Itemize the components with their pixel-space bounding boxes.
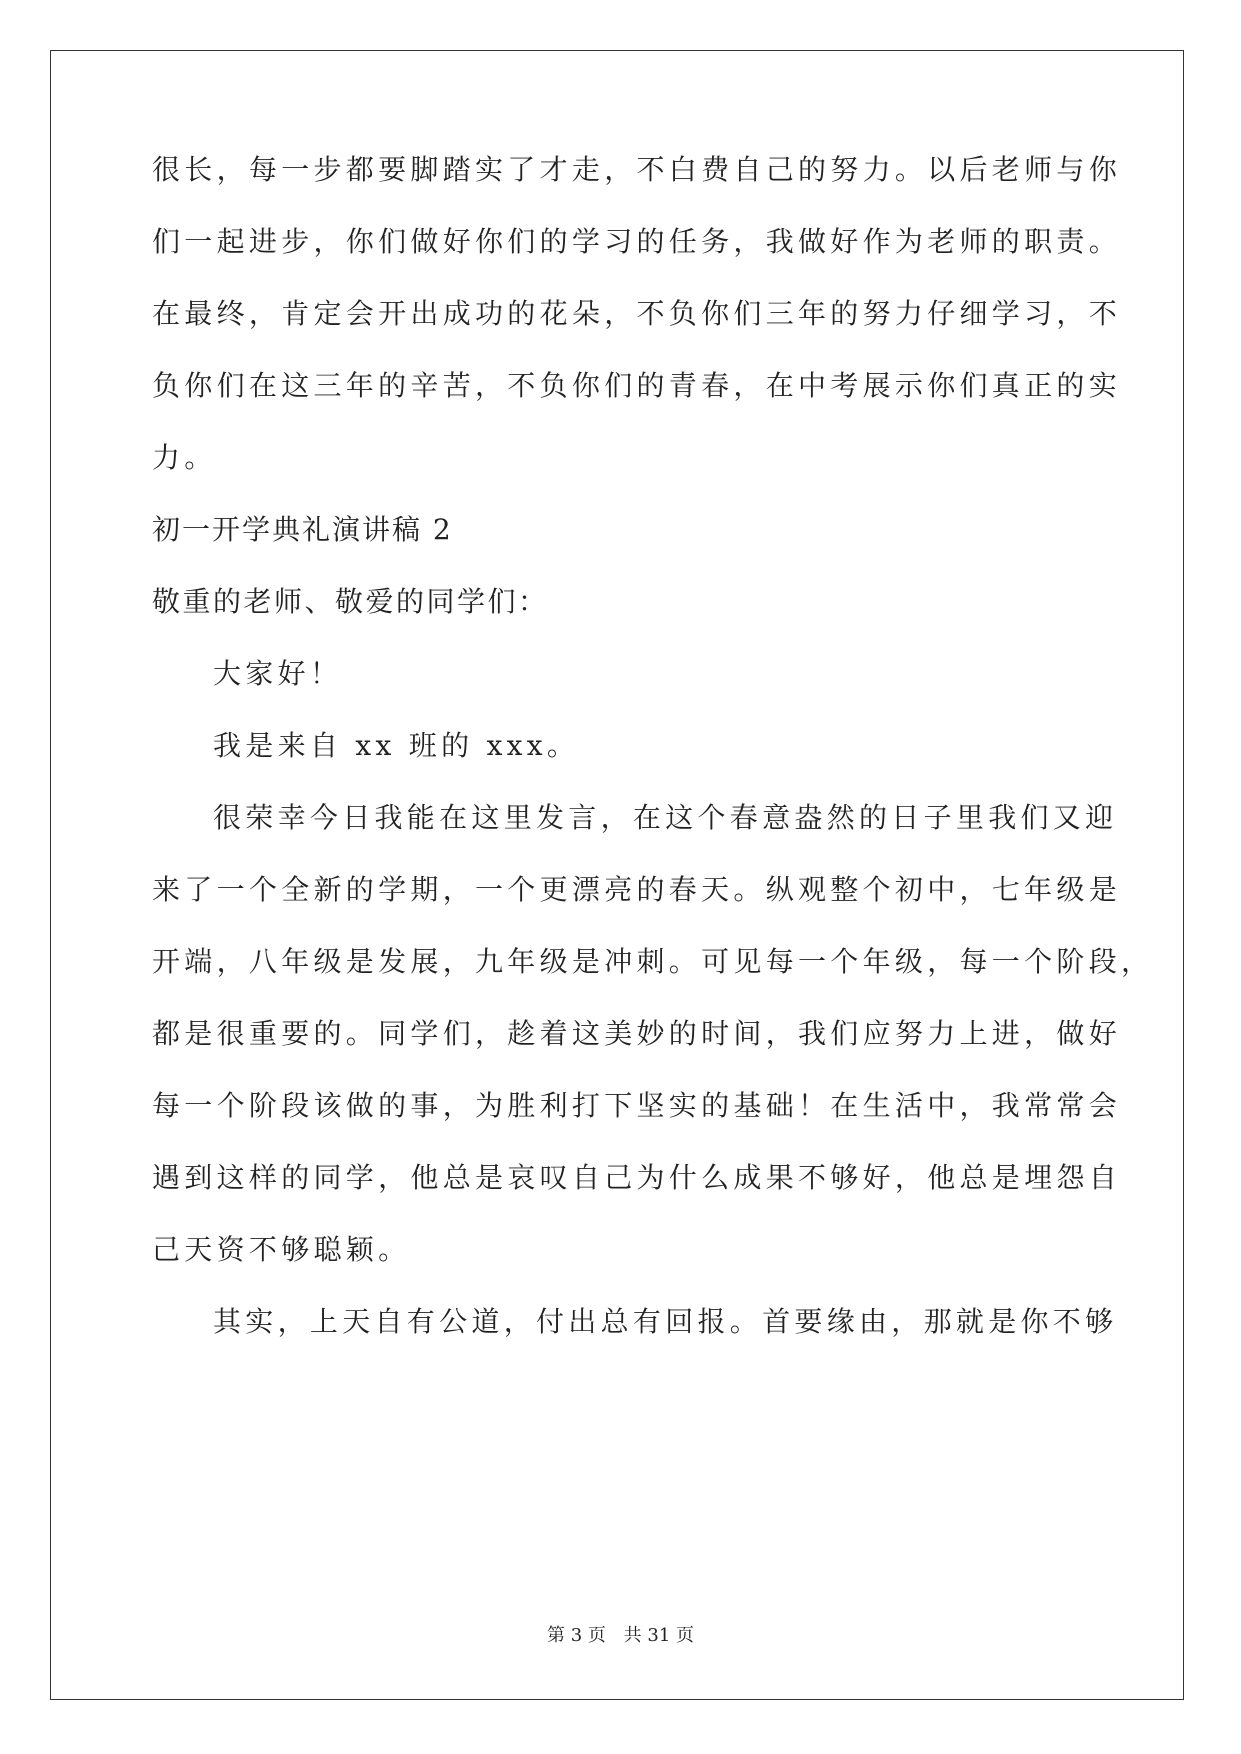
page-footer <box>0 1624 1241 1648</box>
salutation-line: 敬重的老师、敬爱的同学们： <box>152 585 549 618</box>
text-line: 负你们在这三年的辛苦，不负你们的青春，在中考展示你们真正的实 <box>152 369 1122 402</box>
intro-line: 我是来自 xx 班的 xxx。 <box>213 729 580 762</box>
text-line: 力。 <box>152 441 217 474</box>
text-line: 遇到这样的同学，他总是哀叹自己为什么成果不够好，他总是埋怨自 <box>152 1161 1122 1194</box>
text-line: 很长，每一步都要脚踏实了才走，不白费自己的努力。以后老师与你 <box>152 153 1122 186</box>
page-number: 第 3 页 <box>547 1625 606 1646</box>
section-heading: 初一开学典礼演讲稿 2 <box>152 513 453 546</box>
text-line: 每一个阶段该做的事，为胜利打下坚实的基础！在生活中，我常常会 <box>152 1089 1122 1122</box>
greeting-line: 大家好！ <box>213 657 343 690</box>
text-line: 们一起进步，你们做好你们的学习的任务，我做好作为老师的职责。 <box>152 225 1122 258</box>
text-line: 很荣幸今日我能在这里发言，在这个春意盎然的日子里我们又迎 <box>213 801 1118 834</box>
page-total: 共 31 页 <box>623 1625 694 1646</box>
text-line: 来了一个全新的学期，一个更漂亮的春天。纵观整个初中，七年级是 <box>152 873 1122 906</box>
text-line: 开端，八年级是发展，九年级是冲刺。可见每一个年级，每一个阶段， <box>152 945 1154 978</box>
text-line: 在最终，肯定会开出成功的花朵，不负你们三年的努力仔细学习，不 <box>152 297 1122 330</box>
text-line: 都是很重要的。同学们，趁着这美妙的时间，我们应努力上进，做好 <box>152 1017 1122 1050</box>
text-line: 己天资不够聪颖。 <box>152 1233 411 1266</box>
text-line: 其实，上天自有公道，付出总有回报。首要缘由，那就是你不够 <box>213 1305 1118 1338</box>
